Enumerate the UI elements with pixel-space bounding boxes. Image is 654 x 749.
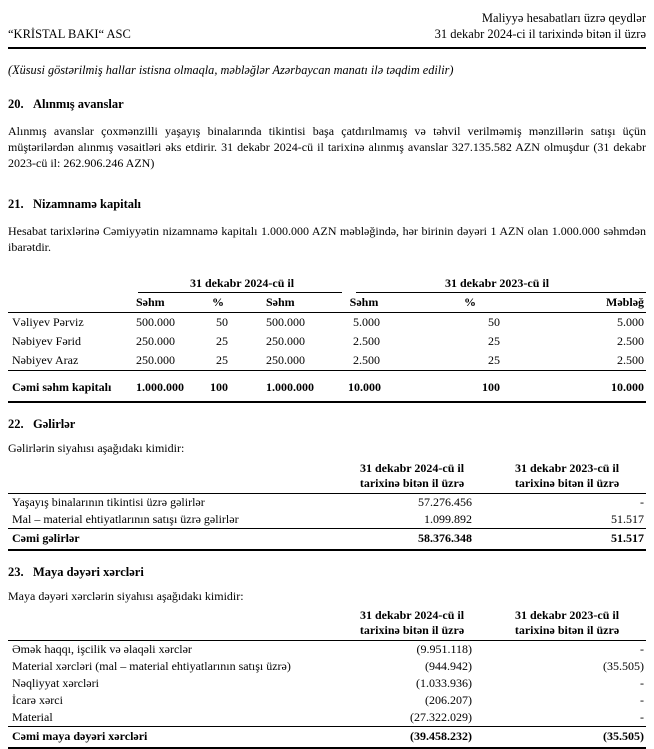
row-label: Material xərcləri (mal – material ehtiyatlarının satışı üzrə) xyxy=(12,659,291,673)
column-header-sehm-2024: Səhm xyxy=(136,293,208,313)
section-21-title: Nizamnamə kapitalı xyxy=(33,197,141,211)
cell-value: (27.322.029) xyxy=(410,710,472,724)
row-label: İcarə xərci xyxy=(12,693,63,707)
section-23-number: 23. xyxy=(8,565,24,579)
cell-value: - xyxy=(640,676,644,690)
cell-value: 1.000.000 xyxy=(266,371,348,403)
section-23-title: Maya dəyəri xərcləri xyxy=(33,565,144,579)
revenue-table xyxy=(8,461,646,551)
cell-value: (206.207) xyxy=(425,693,472,707)
section-23-intro: Maya dəyəri xərclərin siyahısı aşağıdakı kimidir: xyxy=(8,589,244,603)
cell-value: 250.000 xyxy=(266,334,305,348)
disclaimer-note: (Xüsusi göstərilmiş hallar istisna olmaqla, məbləğlər Azərbaycan manatı ilə təqdim edilir) xyxy=(8,63,454,77)
section-22-heading xyxy=(8,417,646,432)
cost-total-row xyxy=(8,727,646,749)
cell-value: - xyxy=(640,642,644,656)
cell-value: 2.500 xyxy=(617,334,645,348)
period-header-row xyxy=(8,608,646,641)
section-22-number: 22. xyxy=(8,417,24,431)
cell-value: (1.033.936) xyxy=(416,676,472,690)
cell-value: 10.000 xyxy=(552,371,646,403)
shareholder-name: Vəliyev Pərviz xyxy=(12,315,84,329)
cell-value: 2.500 xyxy=(353,334,381,348)
section-22-intro: Gəlirlərin siyahısı aşağıdakı kimidir: xyxy=(8,441,185,455)
cell-value: 51.517 xyxy=(488,529,646,551)
period-header-row xyxy=(8,461,646,494)
cost-row xyxy=(8,658,646,675)
column-header-mebleg-2023: Məbləğ xyxy=(552,293,646,313)
cell-value: 10.000 xyxy=(348,371,440,403)
total-label: Cəmi səhm kapitalı xyxy=(8,371,136,403)
cell-value: 100 xyxy=(208,371,266,403)
column-header-sehm-2023: Səhm xyxy=(348,293,440,313)
cell-value: 1.000.000 xyxy=(136,371,208,403)
share-capital-table xyxy=(8,275,646,403)
shareholder-row xyxy=(8,332,646,351)
cost-row xyxy=(8,641,646,659)
section-20-number: 20. xyxy=(8,97,24,111)
group-header-2024: 31 dekabr 2024-cü il xyxy=(136,275,348,293)
section-20-title: Alınmış avanslar xyxy=(33,97,124,111)
cell-value: 250.000 xyxy=(136,334,175,348)
cost-row xyxy=(8,675,646,692)
period-header-2023: 31 dekabr 2023-cü il tarixinə bitən il üzrə xyxy=(488,608,646,641)
cost-row xyxy=(8,709,646,727)
cell-value: 50 xyxy=(216,315,228,329)
cell-value: (9.951.118) xyxy=(416,642,472,656)
section-20-paragraph: Alınmış avanslar çoxmənzilli yaşayış binalarında tikintisi başa çatdırılmamış və təhvil verilməmiş mənzillərin satışı üçün müştərilərdən alınmış vəsaitləri əks etdirir. 31 dekabr 2024-cü il tarixinə alınmış avanslar 327.135.582 AZN olmuşdur (31 dekabr 2023-cü il: 262.906.246 AZN) xyxy=(8,124,646,170)
cost-table xyxy=(8,608,646,749)
cell-value: 250.000 xyxy=(136,351,208,371)
cell-value: (35.505) xyxy=(488,727,646,749)
row-label: Nəqliyyat xərcləri xyxy=(12,676,99,690)
cell-value: 58.376.348 xyxy=(336,529,488,551)
cell-value: 100 xyxy=(440,371,552,403)
cell-value: 25 xyxy=(208,351,266,371)
group-header-row xyxy=(8,275,646,293)
cell-value: 500.000 xyxy=(136,315,175,329)
cell-value: - xyxy=(640,693,644,707)
cell-value: 5.000 xyxy=(617,315,645,329)
shareholder-row xyxy=(8,351,646,371)
section-22-title: Gəlirlər xyxy=(33,417,76,431)
report-title xyxy=(435,10,646,42)
share-capital-total-row xyxy=(8,371,646,403)
report-title-line2: 31 dekabr 2024-ci il tarixində bitən il üzrə xyxy=(434,27,646,41)
shareholder-row xyxy=(8,313,646,333)
row-label: Yaşayış binalarının tikintisi üzrə gəlirlər xyxy=(12,495,205,509)
section-21-paragraph: Hesabat tarixlərinə Cəmiyyətin nizamnamə kapitalı 1.000.000 AZN məbləğində, hər birinin dəyəri 1 AZN olan 1.000.000 səhmdən ibarətdir. xyxy=(8,224,646,254)
revenue-total-row xyxy=(8,529,646,551)
cell-value: 57.276.456 xyxy=(418,495,472,509)
shareholder-name: Nəbiyev Araz xyxy=(8,351,136,371)
row-label: Material xyxy=(12,710,53,724)
period-header-empty xyxy=(8,608,336,641)
cell-value: (944.942) xyxy=(425,659,472,673)
cell-value: 25 xyxy=(440,351,552,371)
cell-value: 250.000 xyxy=(266,351,348,371)
column-header-sehm2-2024: Səhm xyxy=(266,293,348,313)
shareholder-name: Nəbiyev Fərid xyxy=(12,334,81,348)
revenue-row xyxy=(8,511,646,529)
row-label: Mal – material ehtiyatlarının satışı üzrə gəlirlər xyxy=(12,512,239,526)
period-header-2024: 31 dekabr 2024-cü il tarixinə bitən il üzrə xyxy=(336,461,488,494)
section-23-heading xyxy=(8,565,646,580)
report-title-line1: Maliyyə hesabatları üzrə qeydlər xyxy=(481,11,646,25)
cell-value: - xyxy=(640,495,644,509)
column-header-empty xyxy=(8,293,136,313)
cell-value: 1.099.892 xyxy=(424,512,472,526)
column-header-percent-2023: % xyxy=(440,293,552,313)
total-label: Cəmi gəlirlər xyxy=(8,529,336,551)
cell-value: 2.500 xyxy=(552,351,646,371)
column-header-percent-2024: % xyxy=(208,293,266,313)
section-20-heading xyxy=(8,97,646,112)
cell-value: 500.000 xyxy=(266,315,305,329)
cell-value: 25 xyxy=(488,334,501,348)
period-header-2024: 31 dekabr 2024-cü il tarixinə bitən il üzrə xyxy=(336,608,488,641)
group-header-spacer xyxy=(8,275,136,293)
cell-value: 50 xyxy=(488,315,501,329)
cell-value: 5.000 xyxy=(353,315,381,329)
row-label: Əmək haqqı, işcilik və əlaqəli xərclər xyxy=(12,642,192,656)
company-name: “KRİSTAL BAKI“ ASC xyxy=(8,27,131,41)
period-header-empty xyxy=(8,461,336,494)
cell-value: 2.500 xyxy=(348,351,440,371)
total-label: Cəmi maya dəyəri xərcləri xyxy=(8,727,336,749)
page-header xyxy=(8,6,646,49)
section-21-number: 21. xyxy=(8,197,24,211)
group-header-2023: 31 dekabr 2023-cü il xyxy=(348,275,646,293)
section-21-heading xyxy=(8,197,646,212)
cell-value: 25 xyxy=(216,334,228,348)
cell-value: (39.458.232) xyxy=(336,727,488,749)
cost-row xyxy=(8,692,646,709)
cell-value: 51.517 xyxy=(611,512,644,526)
revenue-row xyxy=(8,494,646,512)
column-header-row xyxy=(8,293,646,313)
period-header-2023: 31 dekabr 2023-cü il tarixinə bitən il üzrə xyxy=(488,461,646,494)
cell-value: (35.505) xyxy=(603,659,644,673)
cell-value: - xyxy=(640,710,644,724)
